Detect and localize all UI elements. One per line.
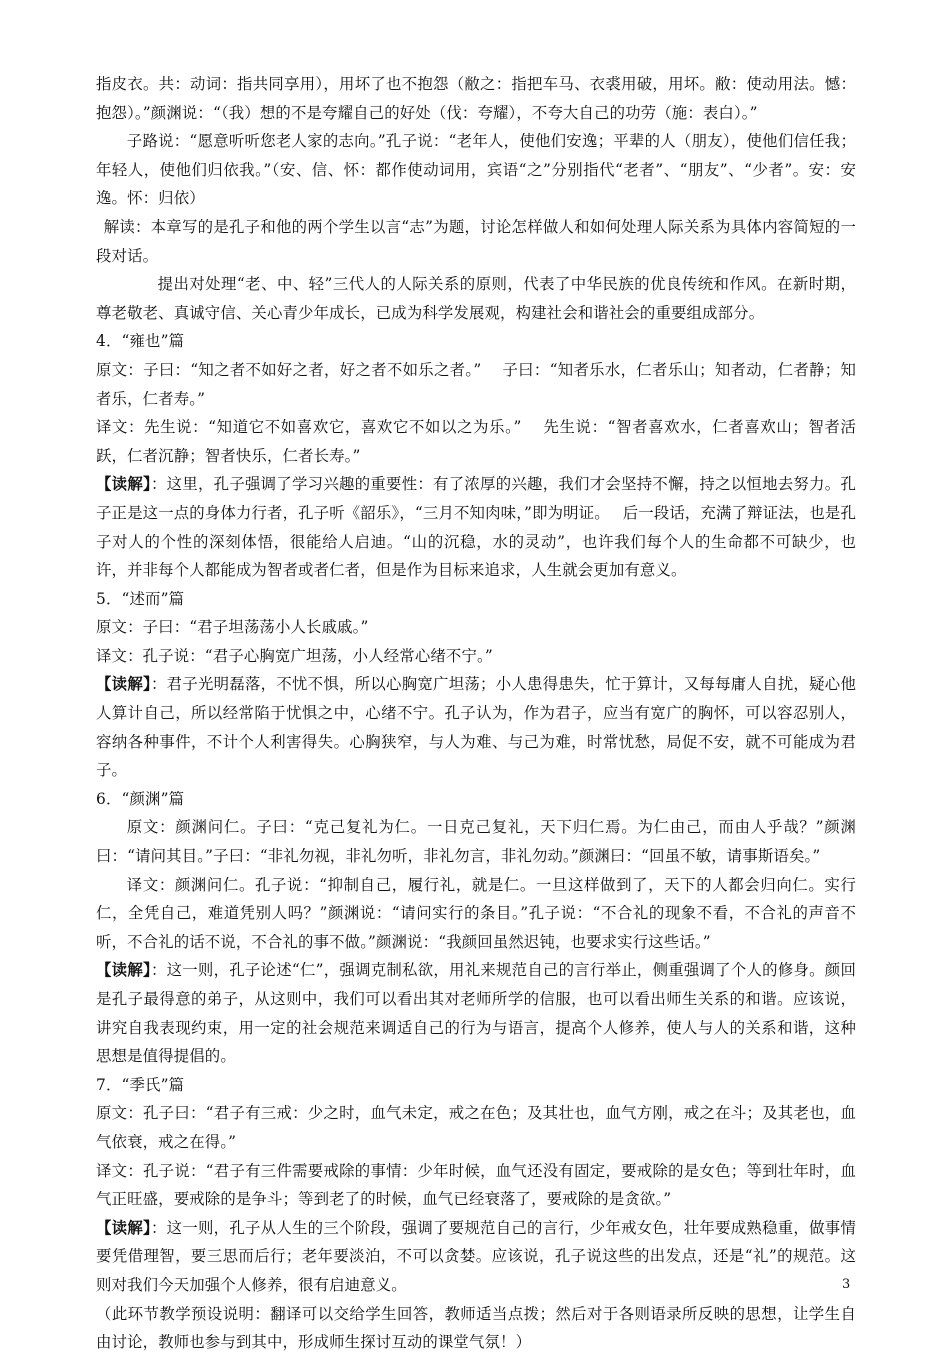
original-text-yanyuan: 原文：颜渊问仁。子曰：“克己复礼为仁。一日克己复礼，天下归仁焉。为仁由己，而由人乎哉？”颜渊曰：“请问其目。”子曰：“非礼勿视，非礼勿听，非礼勿言，非礼勿动。”颜渊曰：“回虽不敏，请事斯语矣。” xyxy=(96,818,856,866)
commentary-jishi xyxy=(96,1214,856,1300)
paragraph-three-generations: 提出对处理“老、中、轻”三代人的人际关系的原则，代表了中华民族的优良传统和作风。在新时期，尊老敬老、真诚守信、关心青少年成长，已成为科学发展观，构建社会和谐社会的重要组成部分。 xyxy=(96,275,856,322)
commentary-label: 【读解】 xyxy=(96,1218,151,1237)
commentary-yanyuan xyxy=(96,956,856,1070)
commentary-label: 【读解】 xyxy=(96,961,151,980)
section-heading-yongye: 4．“雍也”篇 xyxy=(96,332,185,351)
teaching-note: （此环节教学预设说明：翻译可以交给学生回答，教师适当点拨；然后对于各则语录所反映的思想，让学生自由讨论，教师也参与到其中，形成师生探讨互动的课堂气氛！） xyxy=(96,1304,856,1352)
paragraph-interpretation: 解读：本章写的是孔子和他的两个学生以言“志”为题，讨论怎样做人和如何处理人际关系为具体内容简短的一段对话。 xyxy=(96,217,856,265)
section-heading-yanyuan: 6．“颜渊”篇 xyxy=(96,789,185,808)
commentary-text: ：这一则，孔子从人生的三个阶段，强调了要规范自己的言行，少年戒女色，壮年要成熟稳重，做事情要凭借理智，要三思而后行；老年要淡泊，不可以贪婪。应该说，孔子说这些的出发点，还是“礼”的规范。这则对我们今天加强个人修养，很有启迪意义。 xyxy=(96,1218,856,1294)
page-number: 3 xyxy=(842,1277,851,1292)
commentary-yongye xyxy=(96,470,856,584)
commentary-label: 【读解】 xyxy=(96,475,151,494)
commentary-shuer xyxy=(96,670,856,784)
original-text-jishi: 原文：孔子曰：“君子有三戒：少之时，血气未定，戒之在色；及其壮也，血气方刚，戒之在斗；及其老也，血气依衰，戒之在得。” xyxy=(96,1104,856,1151)
section-heading-shuer: 5．“述而”篇 xyxy=(96,589,185,608)
commentary-label: 【读解】 xyxy=(96,675,151,694)
commentary-text: ：这里，孔子强调了学习兴趣的重要性：有了浓厚的兴趣，我们才会坚持不懈，持之以恒地去努力。孔子正是这一点的身体力行者，孔子听《韶乐》，“三月不知肉味，”即为明证。 后一段话，充满了辩证法，也是孔子对人的个性的深刻体悟，很能给人启迪。“山的沉稳，水的灵动”，也许我们每个人的生命都不可缺少，也许，并非每个人都能成为智者或者仁者，但是作为目标来追求，人生就会更加有意义。 xyxy=(96,475,856,580)
original-text-yongye: 原文：子曰：“知之者不如好之者，好之者不如乐之者。” 子曰：“知者乐水，仁者乐山；知者动，仁者静；知者乐，仁者寿。” xyxy=(96,360,856,408)
paragraph-annotation-continued: 指皮衣。共：动词：指共同享用），用坏了也不抱怨（敝之：指把车马、衣裘用破，用坏。敝：使动用法。憾：抱怨）。”颜渊说：“（我）想的不是夸耀自己的好处（伐：夸耀），不夸大自己的功劳（施：表白）。” xyxy=(96,75,856,122)
paragraph-zilu-aspiration: 子路说：“愿意听听您老人家的志向。”孔子说：“老年人，使他们安逸；平辈的人（朋友），使他们信任我；年轻人，使他们归依我。”（安、信、怀：都作使动词用，宾语“之”分别指代“老者”、“朋友”、“少者”。安：安逸。怀：归依） xyxy=(96,132,856,208)
commentary-text: ：君子光明磊落，不忧不惧，所以心胸宽广坦荡；小人患得患失，忙于算计，又每每庸人自扰，疑心他人算计自己，所以经常陷于忧惧之中，心绪不宁。孔子认为，作为君子，应当有宽广的胸怀，可以容忍别人，容纳各种事件，不计个人利害得失。心胸狭窄，与人为难、与己为难，时常忧愁，局促不安，就不可能成为君子。 xyxy=(96,675,856,780)
original-text-shuer: 原文：子曰：“君子坦荡荡小人长戚戚。” xyxy=(96,618,369,637)
translation-shuer: 译文：孔子说：“君子心胸宽广坦荡，小人经常心绪不宁。” xyxy=(96,646,493,665)
commentary-text: ：这一则，孔子论述“仁”，强调克制私欲，用礼来规范自己的言行举止，侧重强调了个人的修身。颜回是孔子最得意的弟子，从这则中，我们可以看出其对老师所学的信服，也可以看出师生关系的和谐。应该说，讲究自我表现约束，用一定的社会规范来调适自己的行为与语言，提高个人修养，使人与人的关系和谐，这种思想是值得提倡的。 xyxy=(96,961,856,1066)
translation-yongye: 译文：先生说：“知道它不如喜欢它，喜欢它不如以之为乐。” 先生说：“智者喜欢水，仁者喜欢山；智者活跃，仁者沉静；智者快乐，仁者长寿。” xyxy=(96,418,856,465)
page-body xyxy=(96,70,856,1357)
section-heading-jishi: 7．“季氏”篇 xyxy=(96,1075,185,1094)
translation-jishi: 译文：孔子说：“君子有三件需要戒除的事情：少年时候，血气还没有固定，要戒除的是女色；等到壮年时，血气正旺盛，要戒除的是争斗；等到老了的时候，血气已经衰落了，要戒除的是贪欲。” xyxy=(96,1161,856,1209)
translation-yanyuan: 译文：颜渊问仁。孔子说：“抑制自己，履行礼，就是仁。一旦这样做到了，天下的人都会归向仁。实行仁，全凭自己，难道凭别人吗？”颜渊说：“请问实行的条目。”孔子说：“不合礼的现象不看，不合礼的声音不听，不合礼的话不说，不合礼的事不做。”颜渊说：“我颜回虽然迟钝，也要求实行这些话。” xyxy=(96,875,856,951)
